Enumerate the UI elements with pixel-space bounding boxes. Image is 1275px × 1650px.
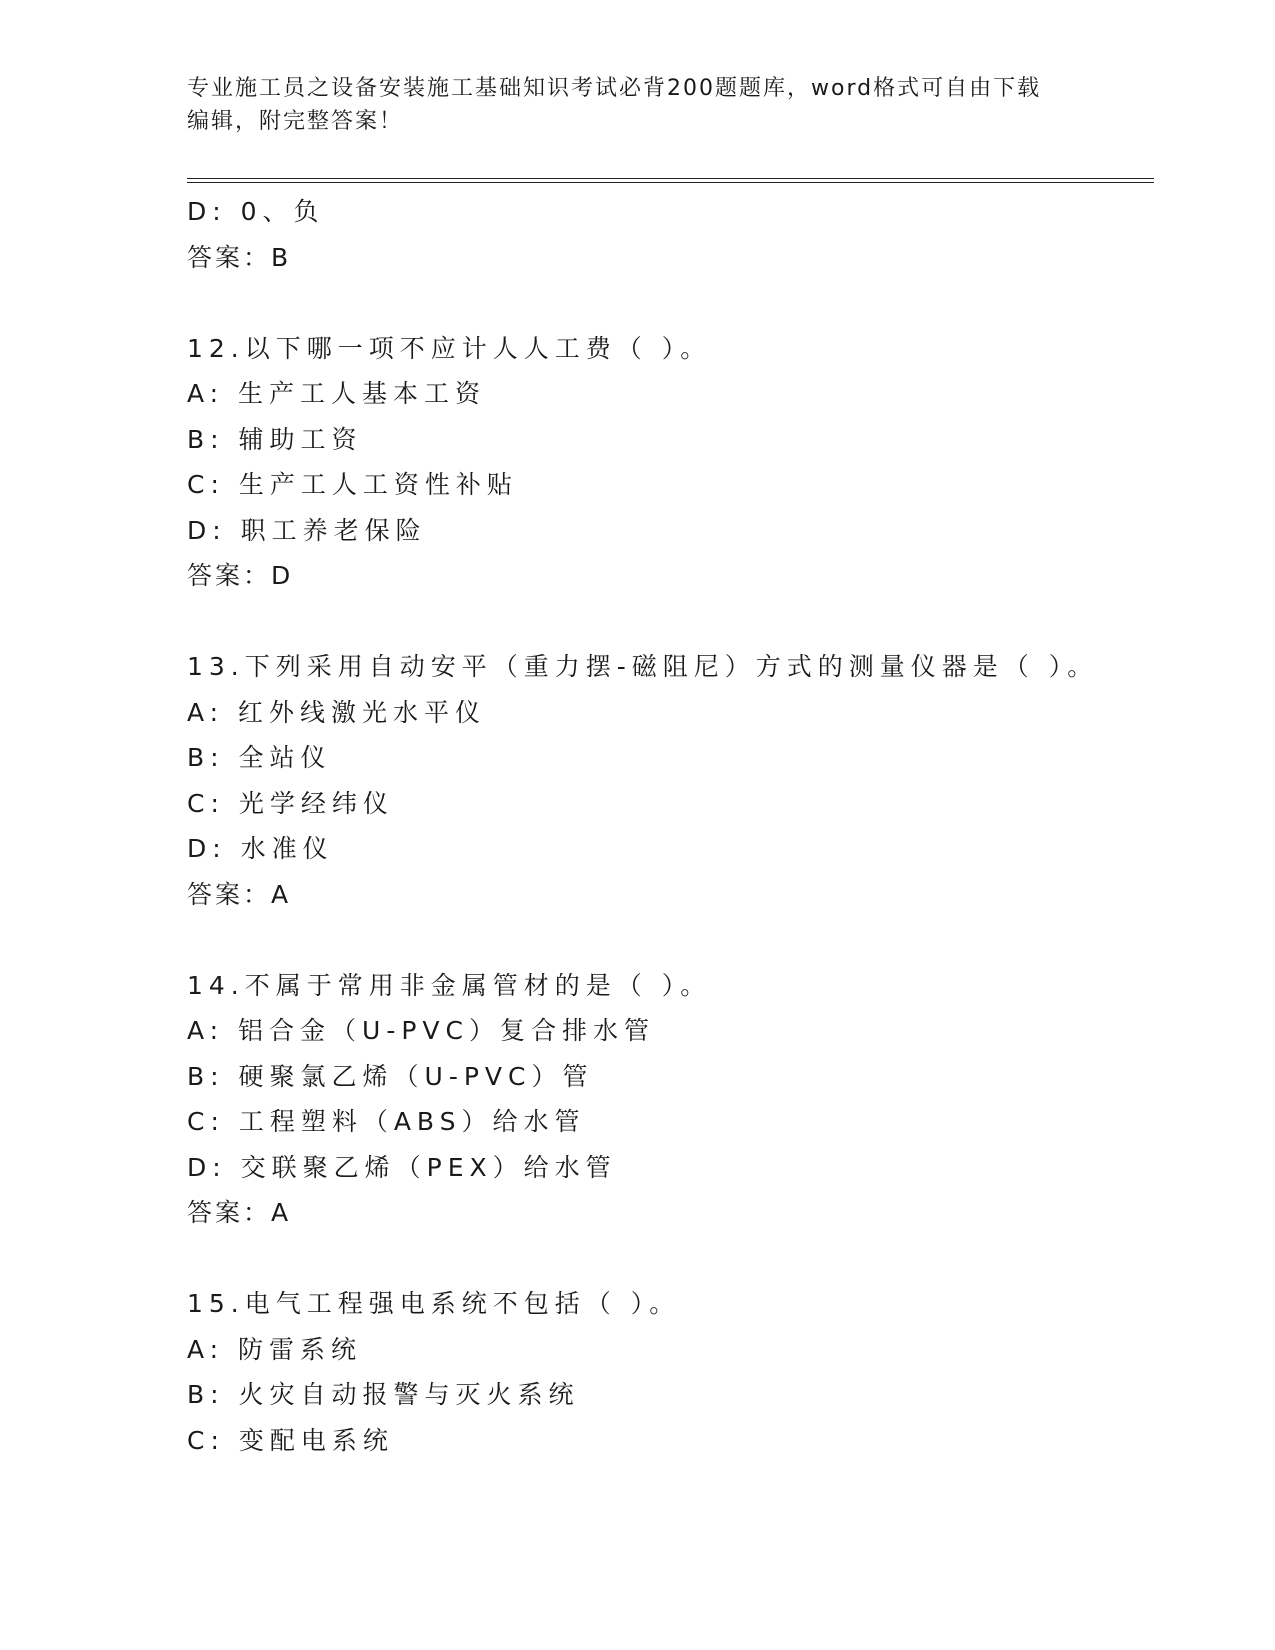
option-b: B: 火灾自动报警与灭火系统: [187, 1380, 580, 1409]
answer-label: 答案：: [187, 879, 272, 909]
option-a: A: 红外线激光水平仪: [187, 697, 487, 727]
option-d: D: 交联聚乙烯（PEX）给水管: [187, 1152, 617, 1182]
answer-label: 答案：: [187, 242, 272, 272]
question-stem: 15.电气工程强电系统不包括（ ）。: [187, 1289, 681, 1318]
option-a: A: 铝合金（U-PVC）复合排水管: [187, 1016, 655, 1045]
answer-line: [187, 235, 1154, 281]
option-c: C: 光学经纬仪: [187, 788, 394, 818]
header-divider: [187, 178, 1154, 183]
option-c: C: 生产工人工资性补贴: [187, 470, 518, 499]
option-b: B: 全站仪: [187, 743, 332, 772]
option-d: D: 水准仪: [187, 834, 334, 863]
option-d: D: 0、负: [187, 197, 325, 226]
answer-label: 答案：: [187, 1198, 272, 1227]
header-title-line-1: 专业施工员之设备安装施工基础知识考试必背200题题库，word格式可自由下载: [187, 76, 1042, 101]
question-list: [187, 189, 1154, 1463]
question-stem: 14.不属于常用非金属管材的是（ ）。: [187, 970, 712, 1000]
answer-value: D: [271, 561, 292, 590]
option-b: B: 硬聚氯乙烯（U-PVC）管: [187, 1061, 594, 1091]
answer-line: [187, 872, 1154, 918]
option-a: A: 防雷系统: [187, 1334, 363, 1364]
question-stem: 12.以下哪一项不应计人人工费（ ）。: [187, 333, 712, 363]
answer-value: A: [271, 879, 290, 909]
answer-line: [187, 553, 1154, 599]
answer-value: B: [271, 242, 290, 272]
answer-label: 答案：: [187, 561, 272, 590]
option-a: A: 生产工人基本工资: [187, 379, 487, 408]
header-title-line-2: 编辑，附完整答案！: [187, 109, 404, 134]
option-b: B: 辅助工资: [187, 424, 363, 454]
question-stem: 13.下列采用自动安平（重力摆-磁阻尼）方式的测量仪器是（ ）。: [187, 652, 1099, 681]
option-d: D: 职工养老保险: [187, 515, 427, 545]
document-header: [187, 72, 1067, 138]
answer-line: [187, 1190, 1154, 1236]
answer-value: A: [271, 1198, 290, 1227]
option-c: C: 变配电系统: [187, 1425, 394, 1455]
option-c: C: 工程塑料（ABS）给水管: [187, 1107, 586, 1136]
